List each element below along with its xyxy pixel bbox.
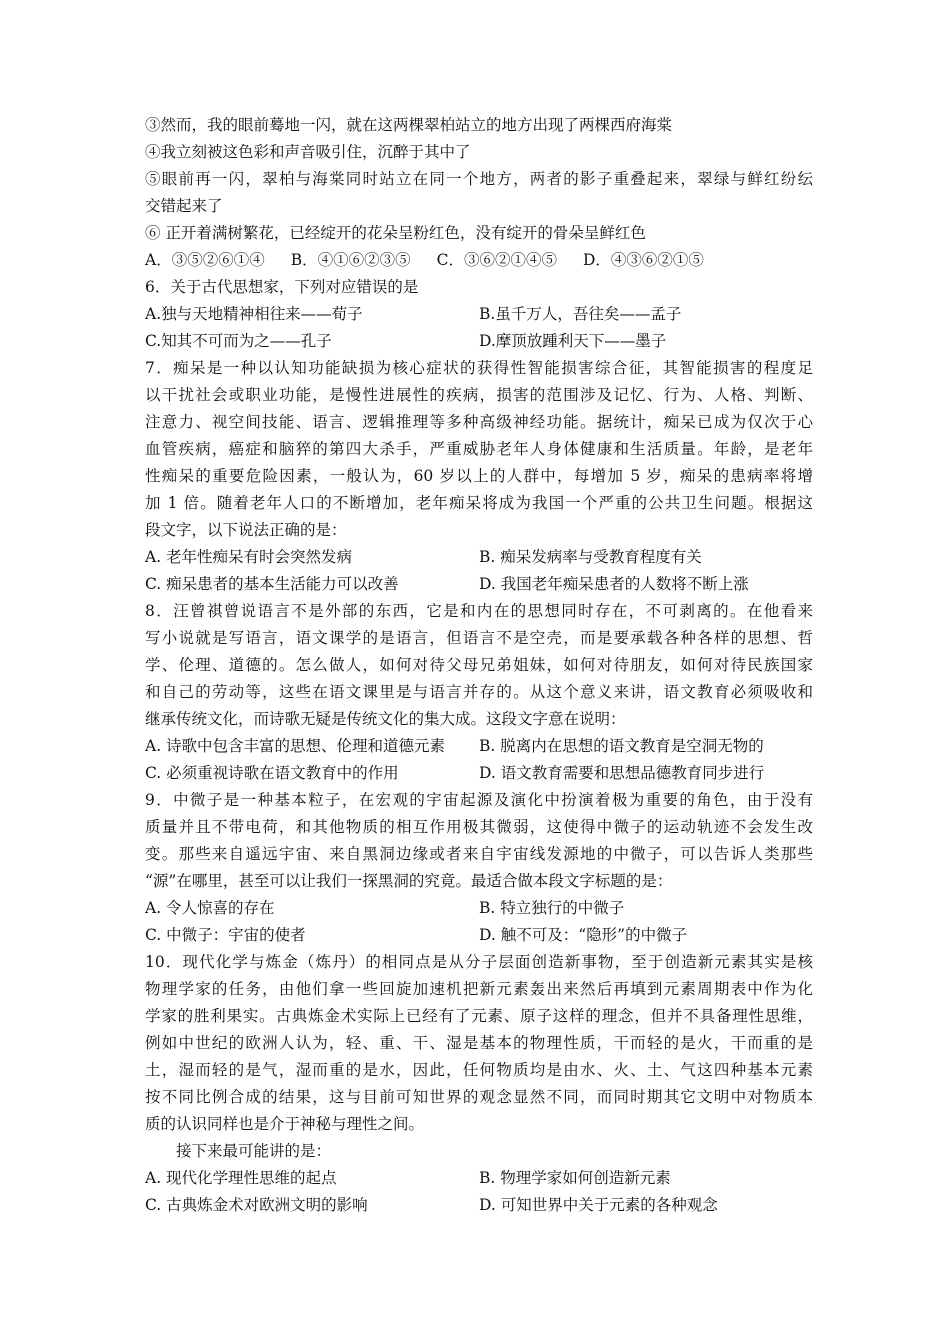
q7-line-1: 7．痴呆是一种以认知功能缺损为核心症状的获得性智能损害综合征，其智能损害的程度足 bbox=[145, 359, 813, 377]
q7-options-row-2 bbox=[145, 571, 813, 598]
exam-page bbox=[145, 112, 813, 1219]
q10-option-d: D. 可知世界中关于元素的各种观念 bbox=[479, 1196, 718, 1214]
q9-option-d: D. 触不可及：“隐形”的中微子 bbox=[479, 926, 688, 944]
q6-option-b: B.虽千万人，吾往矣——孟子 bbox=[479, 305, 682, 323]
q5-item-5-cont: 交错起来了 bbox=[145, 197, 223, 215]
q7-option-c: C. 痴呆患者的基本生活能力可以改善 bbox=[145, 575, 399, 593]
q8-options-row-2 bbox=[145, 760, 813, 787]
q6-option-c: C.知其不可而为之——孔子 bbox=[145, 332, 332, 350]
q5-option-b: B．④①⑥②③⑤ bbox=[290, 251, 411, 269]
q7-option-a: A. 老年性痴呆有时会突然发病 bbox=[145, 548, 353, 566]
q10-option-c: C. 古典炼金术对欧洲文明的影响 bbox=[145, 1196, 368, 1214]
q9-option-b: B. 特立独行的中微子 bbox=[479, 899, 625, 917]
q5-option-d: D．④③⑥②①⑤ bbox=[582, 251, 704, 269]
q6-option-a: A.独与天地精神相往来——荀子 bbox=[145, 305, 363, 323]
q5-item-4: ④我立刻被这色彩和声音吸引住，沉醉于其中了 bbox=[145, 143, 471, 161]
q10-line-4: 例如中世纪的欧洲人认为，轻、重、干、湿是基本的物理性质，干而轻的是火，干而重的是 bbox=[145, 1034, 813, 1052]
q5-option-a: A．③⑤②⑥①④ bbox=[145, 251, 265, 269]
q8-options-row-1 bbox=[145, 733, 813, 760]
q10-line-2: 物理学家的任务，由他们拿一些回旋加速机把新元素轰出来然后再填到元素周期表中作为化 bbox=[145, 980, 813, 998]
q8-option-c: C. 必须重视诗歌在语文教育中的作用 bbox=[145, 764, 399, 782]
q7-line-7: 段文字，以下说法正确的是： bbox=[145, 521, 347, 539]
q10-options-row-2 bbox=[145, 1192, 813, 1219]
q5-item-3: ③然而，我的眼前蓦地一闪，就在这两棵翠柏站立的地方出现了两棵西府海棠 bbox=[145, 116, 673, 134]
q9-line-4: “源”在哪里，甚至可以让我们一探黑洞的究竟。最适合做本段文字标题的是： bbox=[145, 872, 673, 890]
q8-line-4: 和自己的劳动等，这些在语文课里是与语言并存的。从这个意义来讲，语文教育必须吸收和 bbox=[145, 683, 813, 701]
q8-line-3: 学、伦理、道德的。怎么做人，如何对待父母兄弟姐妹，如何对待朋友，如何对待民族国家 bbox=[145, 656, 813, 674]
q8-option-d: D. 语文教育需要和思想品德教育同步进行 bbox=[479, 764, 765, 782]
q8-line-1: 8．汪曾祺曾说语言不是外部的东西，它是和内在的思想同时存在，不可剥离的。在他看来 bbox=[145, 602, 813, 620]
q9-options-row-1 bbox=[145, 895, 813, 922]
q6-option-d: D.摩顶放踵利天下——墨子 bbox=[479, 332, 667, 350]
q10-option-b: B. 物理学家如何创造新元素 bbox=[479, 1169, 671, 1187]
q9-line-3: 变。那些来自遥远宇宙、来自黑洞边缘或者来自宇宙线发源地的中微子，可以告诉人类那些 bbox=[145, 845, 813, 863]
q7-line-2: 以干扰社会或职业功能，是慢性进展性的疾病，损害的范围涉及记忆、行为、人格、判断、 bbox=[145, 386, 813, 404]
q9-option-c: C. 中微子：宇宙的使者 bbox=[145, 926, 306, 944]
q5-options bbox=[145, 247, 813, 274]
q8-option-a: A. 诗歌中包含丰富的思想、伦理和道德元素 bbox=[145, 737, 446, 755]
q9-option-a: A. 令人惊喜的存在 bbox=[145, 899, 275, 917]
q9-line-2: 质量并且不带电荷，和其他物质的相互作用极其微弱，这使得中微子的运动轨迹不会发生改 bbox=[145, 818, 813, 836]
q7-line-4: 血管疾病，癌症和脑猝的第四大杀手，严重威胁老年人身体健康和生活质量。年龄，是老年 bbox=[145, 440, 813, 458]
q7-option-b: B. 痴呆发病率与受教育程度有关 bbox=[479, 548, 702, 566]
q10-line-5: 土，湿而轻的是气，湿而重的是水，因此，任何物质均是由水、火、土、气这四种基本元素 bbox=[145, 1061, 813, 1079]
q7-line-3: 注意力、视空间技能、语言、逻辑推理等多种高级神经功能。据统计，痴呆已成为仅次于心 bbox=[145, 413, 813, 431]
q7-option-d: D. 我国老年痴呆患者的人数将不断上涨 bbox=[479, 575, 749, 593]
q8-line-2: 写小说就是写语言，语文课学的是语言，但语言不是空壳，而是要承载各种各样的思想、哲 bbox=[145, 629, 813, 647]
q6-options-row-1 bbox=[145, 301, 813, 328]
q6-stem: 6．关于古代思想家，下列对应错误的是 bbox=[145, 278, 419, 296]
q10-line-7: 质的认识同样也是介于神秘与理性之间。 bbox=[145, 1115, 425, 1133]
q7-line-6: 加 1 倍。随着老年人口的不断增加，老年痴呆将成为我国一个严重的公共卫生问题。根据这 bbox=[145, 494, 813, 512]
q10-line-1: 10．现代化学与炼金（炼丹）的相同点是从分子层面创造新事物，至于创造新元素其实是核 bbox=[145, 953, 813, 971]
q5-option-c: C．③⑥②①④⑤ bbox=[436, 251, 557, 269]
q8-option-b: B. 脱离内在思想的语文教育是空洞无物的 bbox=[479, 737, 764, 755]
q9-options-row-2 bbox=[145, 922, 813, 949]
q7-line-5: 性痴呆的重要危险因素，一般认为，60 岁以上的人群中，每增加 5 岁，痴呆的患病率将增 bbox=[145, 467, 813, 485]
q6-options-row-2 bbox=[145, 328, 813, 355]
q8-line-5: 继承传统文化，而诗歌无疑是传统文化的集大成。这段文字意在说明： bbox=[145, 710, 626, 728]
q5-item-6: ⑥ 正开着满树繁花，已经绽开的花朵呈粉红色，没有绽开的骨朵呈鲜红色 bbox=[145, 224, 646, 242]
q10-line-3: 学家的胜利果实。古典炼金术实际上已经有了元素、原子这样的理念，但并不具备理性思维， bbox=[145, 1007, 813, 1025]
q10-option-a: A. 现代化学理性思维的起点 bbox=[145, 1169, 337, 1187]
q10-options-row-1 bbox=[145, 1165, 813, 1192]
q5-item-5: ⑤眼前再一闪，翠柏与海棠同时站立在同一个地方，两者的影子重叠起来，翠绿与鲜红纷纭 bbox=[145, 170, 813, 188]
q9-line-1: 9．中微子是一种基本粒子，在宏观的宇宙起源及演化中扮演着极为重要的角色，由于没有 bbox=[145, 791, 813, 809]
q10-prompt: 接下来最可能讲的是： bbox=[176, 1142, 332, 1160]
q7-options-row-1 bbox=[145, 544, 813, 571]
q10-line-6: 按不同比例合成的结果，这与目前可知世界的观念显然不同，而同时期其它文明中对物质本 bbox=[145, 1088, 813, 1106]
